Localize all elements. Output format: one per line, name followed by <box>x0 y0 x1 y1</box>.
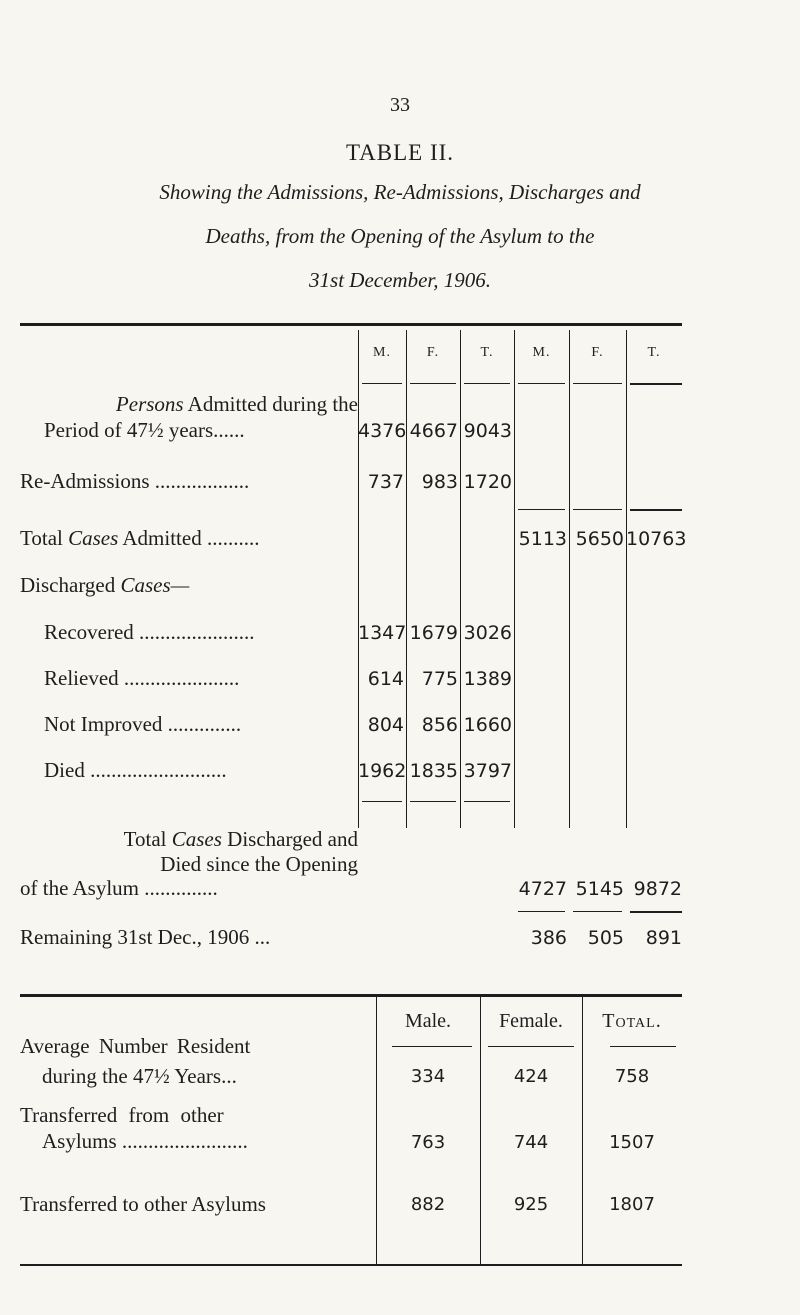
col-rule-6 <box>626 330 627 828</box>
section-heading-discharged <box>20 573 189 598</box>
col-header-total-f: F. <box>591 345 604 360</box>
lower-row-label-transferred-to: Transferred to other Asylums <box>20 1192 266 1216</box>
cell-total-discharged-m: 4727 <box>518 878 567 900</box>
row-label-part: Total <box>20 526 69 550</box>
col-header-total-m: M. <box>532 345 551 360</box>
row-label-part: Cases— <box>120 573 190 597</box>
row-label-part: Discharged <box>20 573 121 597</box>
lower-row-label-average-resident-line-2: during the 47½ Years... <box>42 1064 237 1088</box>
subtotal-rule <box>410 801 456 802</box>
row-label-recovered: Recovered ...................... <box>44 620 255 644</box>
row-label-relieved: Relieved ...................... <box>44 666 240 690</box>
cell-transferred-from-total: 1507 <box>609 1132 655 1153</box>
table-title: TABLE II. <box>345 140 455 165</box>
cell-total-admitted-m: 5113 <box>518 528 567 550</box>
col-header-total-t: T. <box>647 345 661 360</box>
cell-admitted-t: 9043 <box>463 420 512 442</box>
lower-row-label-transferred-from-line-2: Asylums ........................ <box>42 1129 248 1153</box>
cell-admitted-f: 4667 <box>409 420 458 442</box>
row-label-remaining: Remaining 31st Dec., 1906 ... <box>20 925 271 949</box>
col-header-f: F. <box>426 345 440 360</box>
row-label-total-discharged-line-3: of the Asylum .............. <box>20 876 218 900</box>
table-subtitle-line-1: Showing the Admissions, Re-Admissions, Discharges and <box>159 180 641 204</box>
subtotal-rule <box>362 801 402 802</box>
cell-relieved-f: 775 <box>421 668 458 690</box>
cell-total-admitted-t: 10763 <box>626 528 687 550</box>
lower-row-label-average-resident: Average Number Resident <box>20 1034 251 1058</box>
row-label-total-discharged <box>20 827 358 852</box>
cell-relieved-m: 614 <box>367 668 404 690</box>
row-label-part: Discharged and <box>221 827 358 851</box>
row-label-part: Total <box>123 827 172 851</box>
header-underline <box>518 383 565 384</box>
cell-relieved-t: 1389 <box>463 668 512 690</box>
cell-remaining-t: 891 <box>645 927 682 949</box>
total-rule <box>518 509 565 510</box>
cell-readmissions-t: 1720 <box>463 471 512 493</box>
lower-header-underline <box>610 1046 676 1047</box>
cell-recovered-t: 3026 <box>463 622 512 644</box>
col-rule-5 <box>569 330 570 828</box>
row-label-admitted-line-2: Period of 47½ years...... <box>44 418 245 442</box>
col-rule-1 <box>358 330 359 828</box>
subtotal-rule <box>518 911 565 912</box>
cell-admitted-m: 4376 <box>358 420 407 442</box>
lower-table-bottom-rule <box>20 1264 682 1266</box>
cell-readmissions-m: 737 <box>367 471 404 493</box>
row-label-part: Admitted .......... <box>118 526 260 550</box>
cell-average-female: 424 <box>513 1066 549 1087</box>
cell-died-f: 1835 <box>409 760 458 782</box>
col-rule-3 <box>460 330 461 828</box>
lower-header-underline <box>392 1046 472 1047</box>
lower-col-rule-1 <box>376 997 377 1265</box>
col-rule-2 <box>406 330 407 828</box>
col-header-m: M. <box>373 345 391 360</box>
cell-transferred-from-male: 763 <box>410 1132 446 1153</box>
row-label-part: Cases <box>68 526 119 550</box>
subtotal-rule <box>464 801 510 802</box>
cell-died-t: 3797 <box>463 760 512 782</box>
header-underline <box>464 383 510 384</box>
cell-average-male: 334 <box>410 1066 446 1087</box>
row-label-total-discharged-line-2: Died since the Opening <box>160 852 358 876</box>
cell-recovered-f: 1679 <box>409 622 458 644</box>
cell-readmissions-f: 983 <box>421 471 458 493</box>
table-subtitle-line-3: 31st December, 1906. <box>309 268 491 292</box>
cell-transferred-to-female: 925 <box>513 1194 549 1215</box>
cell-recovered-m: 1347 <box>358 622 407 644</box>
total-rule <box>573 509 622 510</box>
subtotal-rule <box>573 911 622 912</box>
cell-average-total: 758 <box>614 1066 650 1087</box>
lower-col-rule-2 <box>480 997 481 1265</box>
col-header-t: T. <box>480 345 494 360</box>
cell-died-m: 1962 <box>358 760 407 782</box>
col-rule-4 <box>514 330 515 828</box>
cell-not-improved-t: 1660 <box>463 714 512 736</box>
row-label-part: Admitted during the <box>183 392 358 416</box>
header-underline <box>410 383 456 384</box>
cell-transferred-to-male: 882 <box>410 1194 446 1215</box>
row-label-part: Cases <box>171 827 222 851</box>
lower-header-underline <box>488 1046 574 1047</box>
lower-header-male: Male. <box>404 1010 452 1032</box>
cell-total-admitted-f: 5650 <box>575 528 624 550</box>
page-number: 33 <box>390 94 410 116</box>
subtotal-rule <box>630 911 682 913</box>
row-label-died: Died .......................... <box>44 758 227 782</box>
cell-transferred-from-female: 744 <box>513 1132 549 1153</box>
row-label-total-admitted <box>20 526 259 551</box>
cell-remaining-f: 505 <box>587 927 624 949</box>
cell-not-improved-m: 804 <box>367 714 404 736</box>
lower-header-female: Female. <box>499 1010 563 1032</box>
row-label-part: Persons <box>115 392 184 416</box>
lower-col-rule-3 <box>582 997 583 1265</box>
cell-transferred-to-total: 1807 <box>609 1194 655 1215</box>
header-underline <box>573 383 622 384</box>
cell-not-improved-f: 856 <box>421 714 458 736</box>
table-subtitle-line-2: Deaths, from the Opening of the Asylum to the <box>205 224 595 248</box>
row-label-readmissions: Re-Admissions .................. <box>20 469 250 493</box>
total-rule <box>630 509 682 511</box>
lower-row-label-transferred-from: Transferred from other <box>20 1103 224 1127</box>
header-underline <box>362 383 402 384</box>
main-table-top-rule <box>20 323 682 326</box>
row-label-admitted <box>20 392 358 417</box>
cell-total-discharged-t: 9872 <box>633 878 682 900</box>
header-underline <box>630 383 682 385</box>
cell-total-discharged-f: 5145 <box>575 878 624 900</box>
cell-remaining-m: 386 <box>530 927 567 949</box>
row-label-not-improved: Not Improved .............. <box>44 712 242 736</box>
lower-header-total: Total. <box>602 1010 662 1032</box>
